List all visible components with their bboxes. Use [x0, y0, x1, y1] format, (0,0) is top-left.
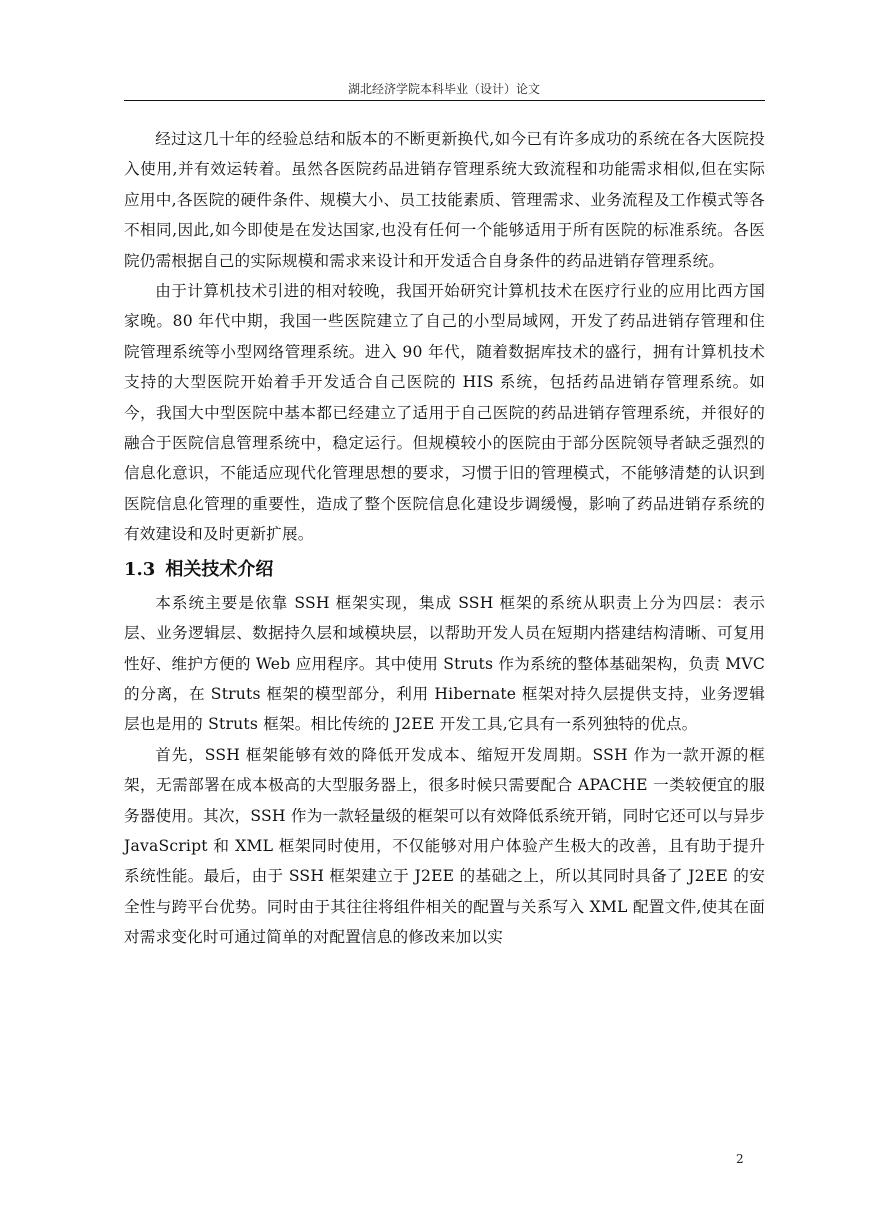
section-title: 相关技术介绍 [165, 558, 274, 580]
section-number: 1.3 [124, 558, 156, 580]
page-number: 2 [736, 1152, 744, 1166]
paragraph-section-2: 首先，SSH 框架能够有效的降低开发成本、缩短开发周期。SSH 作为一款开源的框架，无需部署在成本极高的大型服务器上，很多时候只需要配合 APACHE 一类较便宜的服务器使用。其次，SSH 作为一款轻量级的框架可以有效降低系统开销，同时它还可以与异步 JavaScript 和 XML 框架同时使用，不仅能够对用户体验产生极大的改善，且有助于提升系统性能。最后，由于 SSH 框架建立于 J2EE 的基础之上，所以其同时具备了 J2EE 的安全性与跨平台优势。同时由于其往往将组件相关的配置与关系写入 XML 配置文件,使其在面对需求变化时可通过简单的对配置信息的修改来加以实 [124, 745, 765, 947]
page-header: 湖北经济学院本科毕业（设计）论文 [347, 82, 540, 96]
header-divider [124, 100, 765, 101]
document-body [124, 124, 765, 953]
paragraph-intro-1: 经过这几十年的经验总结和版本的不断更新换代,如今已有许多成功的系统在各大医院投入使用,并有效运转着。虽然各医院药品进销存管理系统大致流程和功能需求相似,但在实际应用中,各医院的硬件条件、规模大小、员工技能素质、管理需求、业务流程及工作模式等各不相同,因此,如今即使是在发达国家,也没有任何一个能够适用于所有医院的标准系统。各医院仍需根据自己的实际规模和需求来设计和开发适合自身条件的药品进销存管理系统。 [124, 130, 765, 270]
paragraph-intro-2: 由于计算机技术引进的相对较晚，我国开始研究计算机技术在医疗行业的应用比西方国家晚。80 年代中期，我国一些医院建立了自己的小型局域网，开发了药品进销存管理和住院管理系统等小型网络管理系统。进入 90 年代，随着数据库技术的盛行，拥有计算机技术支持的大型医院开始着手开发适合自己医院的 HIS 系统，包括药品进销存管理系统。如今，我国大中型医院中基本都已经建立了适用于自己医院的药品进销存管理系统，并很好的融合于医院信息管理系统中，稳定运行。但规模较小的医院由于部分医院领导者缺乏强烈的信息化意识，不能适应现代化管理思想的要求，习惯于旧的管理模式，不能够清楚的认识到医院信息化管理的重要性，造成了整个医院信息化建设步调缓慢，影响了药品进销存系统的有效建设和及时更新扩展。 [124, 282, 765, 544]
paragraph-section-1: 本系统主要是依靠 SSH 框架实现，集成 SSH 框架的系统从职责上分为四层：表示层、业务逻辑层、数据持久层和域模块层，以帮助开发人员在短期内搭建结构清晰、可复用性好、维护方便的 Web 应用程序。其中使用 Struts 作为系统的整体基础架构，负责 MVC 的分离，在 Struts 框架的模型部分，利用 Hibernate 框架对持久层提供支持，业务逻辑层也是用的 Struts 框架。相比传统的 J2EE 开发工具,它具有一系列独特的优点。 [124, 593, 765, 734]
section-heading [124, 554, 765, 586]
